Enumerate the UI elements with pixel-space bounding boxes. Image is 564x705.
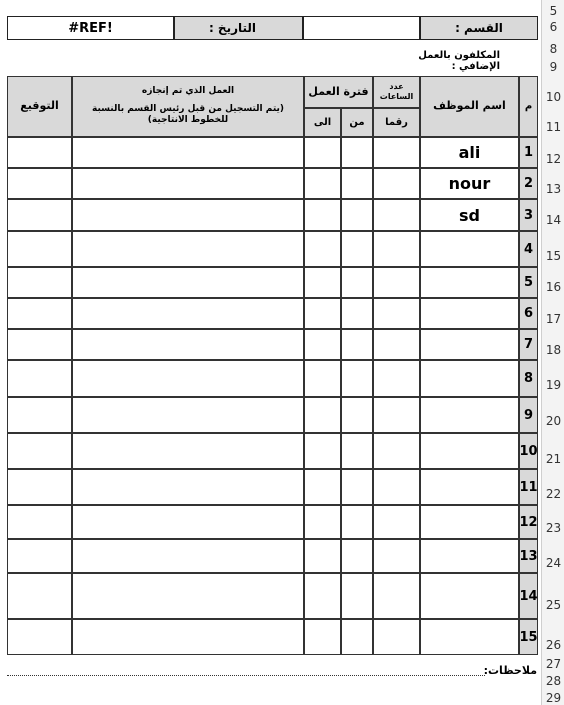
hours-cell[interactable] [373, 469, 420, 505]
col-header-hours: عدد الساعات [373, 76, 420, 108]
signature-cell[interactable] [7, 298, 72, 329]
serial-number-cell: 14 [519, 573, 538, 619]
work-done-cell[interactable] [72, 397, 304, 433]
employee-name [420, 505, 519, 539]
work-done-cell[interactable] [72, 298, 304, 329]
employee-name [420, 539, 519, 573]
row-number[interactable]: 18 [545, 343, 562, 357]
employee-name [420, 469, 519, 505]
to-cell[interactable] [304, 137, 341, 168]
row-number[interactable]: 8 [549, 42, 558, 56]
col-header-to: الى [304, 108, 341, 137]
work-done-cell[interactable] [72, 329, 304, 360]
date-input-cell[interactable] [303, 16, 420, 40]
work-done-cell[interactable] [72, 231, 304, 267]
work-done-cell[interactable] [72, 168, 304, 199]
serial-number-cell: 4 [519, 231, 538, 267]
to-cell[interactable] [304, 298, 341, 329]
row-number[interactable]: 10 [545, 90, 562, 104]
from-cell[interactable] [341, 231, 373, 267]
row-number[interactable]: 28 [545, 674, 562, 688]
serial-number-cell: 2 [519, 168, 538, 199]
col-header-serial: م [519, 76, 538, 137]
notes-line[interactable] [7, 675, 485, 676]
row-number[interactable]: 23 [545, 521, 562, 535]
row-number[interactable]: 27 [545, 657, 562, 671]
to-cell[interactable] [304, 199, 341, 231]
row-number[interactable]: 6 [549, 20, 558, 34]
signature-cell[interactable] [7, 329, 72, 360]
hours-cell[interactable] [373, 298, 420, 329]
to-cell[interactable] [304, 168, 341, 199]
row-number[interactable]: 26 [545, 638, 562, 652]
row-number[interactable]: 24 [545, 556, 562, 570]
work-done-cell[interactable] [72, 199, 304, 231]
serial-number-cell: 5 [519, 267, 538, 298]
from-cell[interactable] [341, 168, 373, 199]
employee-name: sd [459, 205, 480, 225]
from-cell[interactable] [341, 397, 373, 433]
work-done-note: (يتم التسجيل من قبل رئيس القسم بالنسبة للخطوط الانتاجية) [91, 103, 284, 126]
row-number[interactable]: 17 [545, 312, 562, 326]
to-cell[interactable] [304, 360, 341, 397]
signature-cell[interactable] [7, 360, 72, 397]
hours-cell[interactable] [373, 168, 420, 199]
to-cell[interactable] [304, 539, 341, 573]
signature-cell[interactable] [7, 231, 72, 267]
employee-name [420, 360, 519, 397]
from-cell[interactable] [341, 619, 373, 655]
signature-cell[interactable] [7, 539, 72, 573]
work-done-cell[interactable] [72, 619, 304, 655]
signature-cell[interactable] [7, 267, 72, 298]
hours-cell[interactable] [373, 231, 420, 267]
hours-cell[interactable] [373, 360, 420, 397]
from-cell[interactable] [341, 469, 373, 505]
employee-name [420, 433, 519, 469]
signature-cell[interactable] [7, 433, 72, 469]
row-number[interactable]: 29 [545, 691, 562, 705]
hours-cell[interactable] [373, 267, 420, 298]
row-number[interactable]: 25 [545, 598, 562, 612]
employee-name [420, 298, 519, 329]
signature-cell[interactable] [7, 199, 72, 231]
row-number[interactable]: 19 [545, 378, 562, 392]
employee-name [420, 573, 519, 619]
row-number[interactable]: 11 [545, 120, 562, 134]
row-number[interactable]: 21 [545, 452, 562, 466]
col-header-from: من [341, 108, 373, 137]
work-done-cell[interactable] [72, 360, 304, 397]
to-cell[interactable] [304, 619, 341, 655]
hours-cell[interactable] [373, 329, 420, 360]
work-done-title: العمل الذي تم إنجازه [141, 85, 235, 96]
notes-label: ملاحظات: [483, 664, 537, 677]
work-done-cell[interactable] [72, 505, 304, 539]
to-cell[interactable] [304, 397, 341, 433]
col-header-work-done [72, 76, 304, 137]
signature-cell[interactable] [7, 619, 72, 655]
serial-number-cell: 10 [519, 433, 538, 469]
serial-number-cell: 6 [519, 298, 538, 329]
hours-cell[interactable] [373, 539, 420, 573]
col-header-employee-name: اسم الموظف [420, 76, 519, 137]
work-done-cell[interactable] [72, 573, 304, 619]
employee-name [420, 267, 519, 298]
hours-cell[interactable] [373, 199, 420, 231]
row-number[interactable]: 22 [545, 487, 562, 501]
serial-number-cell: 11 [519, 469, 538, 505]
signature-cell[interactable] [7, 137, 72, 168]
signature-cell[interactable] [7, 469, 72, 505]
employee-name: nour [448, 174, 491, 193]
ref-value: #REF! [68, 20, 113, 36]
from-cell[interactable] [341, 137, 373, 168]
from-cell[interactable] [341, 539, 373, 573]
col-header-work-period: فترة العمل [304, 76, 373, 108]
row-number[interactable]: 20 [545, 414, 562, 428]
serial-number-cell: 1 [519, 137, 538, 168]
to-cell[interactable] [304, 505, 341, 539]
serial-number-cell: 13 [519, 539, 538, 573]
from-cell[interactable] [341, 573, 373, 619]
serial-number-cell: 9 [519, 397, 538, 433]
serial-number-cell: 8 [519, 360, 538, 397]
ref-cell[interactable] [7, 16, 174, 40]
employee-name [420, 231, 519, 267]
row-number[interactable]: 13 [545, 182, 562, 196]
to-cell[interactable] [304, 329, 341, 360]
overtime-subtitle: المكلفون بالعمل الإضافي : [418, 50, 500, 72]
work-done-cell[interactable] [72, 433, 304, 469]
signature-cell[interactable] [7, 573, 72, 619]
to-cell[interactable] [304, 231, 341, 267]
hours-cell[interactable] [373, 433, 420, 469]
hours-cell[interactable] [373, 397, 420, 433]
row-number[interactable]: 12 [545, 152, 562, 166]
work-done-cell[interactable] [72, 267, 304, 298]
employee-name [420, 397, 519, 433]
date-label-cell [174, 16, 303, 40]
work-done-cell[interactable] [72, 137, 304, 168]
employee-name: ali [458, 143, 481, 162]
row-header-strip [541, 0, 564, 705]
row-number[interactable]: 9 [549, 60, 558, 74]
date-label: التاريخ : [208, 21, 256, 35]
from-cell[interactable] [341, 360, 373, 397]
serial-number-cell: 12 [519, 505, 538, 539]
work-done-cell[interactable] [72, 539, 304, 573]
work-done-cell[interactable] [72, 469, 304, 505]
to-cell[interactable] [304, 573, 341, 619]
hours-cell[interactable] [373, 573, 420, 619]
to-cell[interactable] [304, 469, 341, 505]
row-number[interactable]: 14 [545, 213, 562, 227]
to-cell[interactable] [304, 267, 341, 298]
row-number[interactable]: 16 [545, 280, 562, 294]
from-cell[interactable] [341, 505, 373, 539]
from-cell[interactable] [341, 199, 373, 231]
signature-cell[interactable] [7, 505, 72, 539]
department-label-cell [420, 16, 538, 40]
employee-name [420, 329, 519, 360]
col-header-hours-numeric: رقما [373, 108, 420, 137]
row-number[interactable]: 15 [545, 249, 562, 263]
to-cell[interactable] [304, 433, 341, 469]
from-cell[interactable] [341, 433, 373, 469]
from-cell[interactable] [341, 329, 373, 360]
signature-cell[interactable] [7, 397, 72, 433]
row-number[interactable]: 5 [549, 4, 558, 18]
hours-cell[interactable] [373, 137, 420, 168]
from-cell[interactable] [341, 267, 373, 298]
department-label: القسم : [455, 21, 503, 35]
hours-cell[interactable] [373, 505, 420, 539]
serial-number-cell: 3 [519, 199, 538, 231]
serial-number-cell: 15 [519, 619, 538, 655]
col-header-signature: التوقيع [7, 76, 72, 137]
employee-name [420, 619, 519, 655]
serial-number-cell: 7 [519, 329, 538, 360]
from-cell[interactable] [341, 298, 373, 329]
hours-cell[interactable] [373, 619, 420, 655]
signature-cell[interactable] [7, 168, 72, 199]
